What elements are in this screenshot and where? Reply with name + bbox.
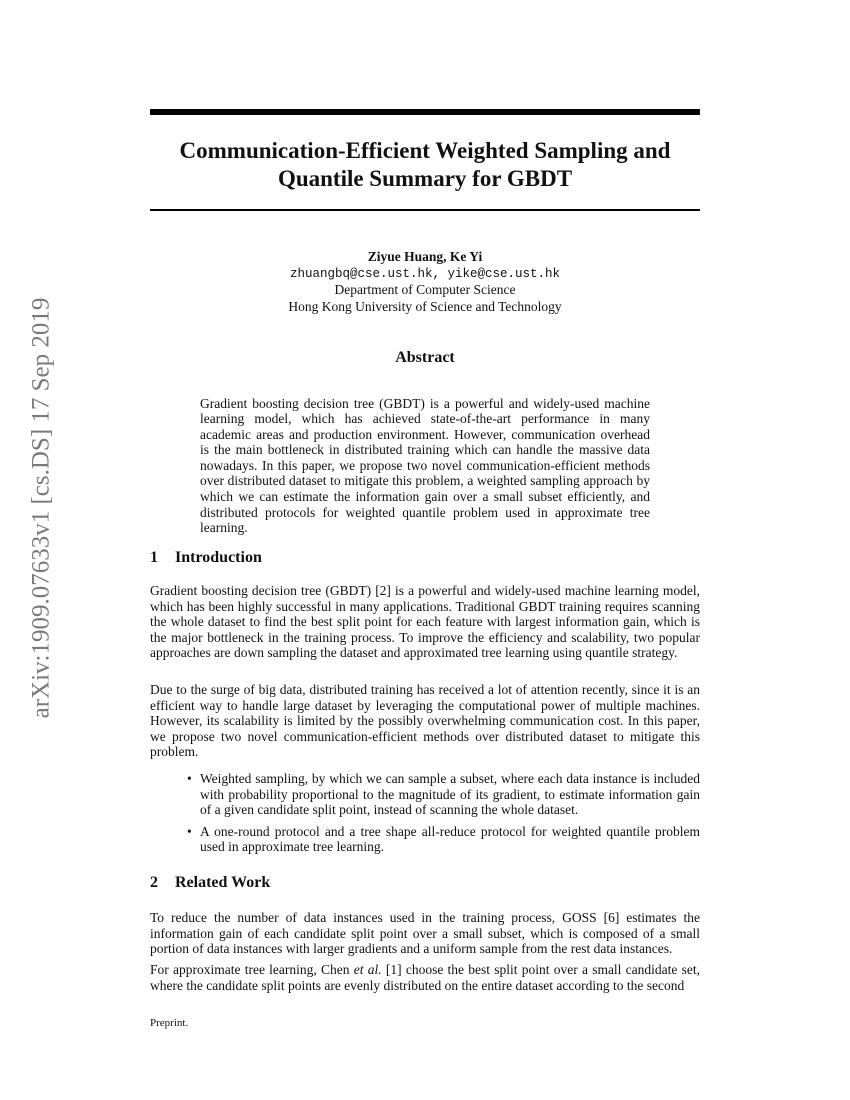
section-title: Introduction	[175, 549, 262, 566]
footer-note: Preprint.	[150, 1017, 189, 1029]
abstract-heading: Abstract	[395, 349, 455, 366]
paragraph: Gradient boosting decision tree (GBDT) [2] is a powerful and widely-used machine learning model, which has been highly successful in many applications. Traditional GBDT training requires scanning the whole dataset to find the best split point for each feature with largest information gain, which is the major bottleneck in the training process. To improve the efficiency and scalability, two popular approaches are down sampling the dataset and approximated tree learning using quantile strategy.	[150, 583, 700, 661]
bullet-list	[150, 771, 700, 861]
author-department: Department of Computer Science	[334, 282, 516, 297]
bottom-rule	[150, 209, 700, 211]
author-emails: zhuangbq@cse.ust.hk, yike@cse.ust.hk	[289, 266, 561, 281]
arxiv-stamp-text: arXiv:1909.07633v1 [cs.DS] 17 Sep 2019	[27, 297, 54, 719]
author-university: Hong Kong University of Science and Technology	[288, 298, 562, 314]
bullet-icon: •	[187, 823, 192, 839]
bullet-icon: •	[187, 771, 192, 786]
section-number: 1	[150, 549, 158, 566]
section-title: Related Work	[175, 874, 271, 891]
title-line-2: Quantile Summary for GBDT	[277, 166, 573, 191]
author-names: Ziyue Huang, Ke Yi	[367, 249, 483, 264]
section-heading-related-work	[150, 874, 270, 892]
section-heading-introduction	[150, 549, 262, 567]
abstract-text: Gradient boosting decision tree (GBDT) is a powerful and widely-used machine learning model, which has achieved state-of-the-art performance in many academic areas and production environment. However, communication overhead is the main bottleneck in distributed training which can handle the massive data nowadays. In this paper, we propose two novel communication-efficient methods over distributed dataset to mitigate this problem, a weighted sampling approach by which we can estimate the information gain over a small subset efficiently, and distributed protocols for weighted quantile problem used in approximate tree learning.	[200, 395, 650, 536]
paragraph: Due to the surge of big data, distributed training has received a lot of attention recently, since it is an efficient way to handle large dataset by leveraging the computational power of multiple machines. However, its scalability is limited by the possibly overwhelming communication cost. In this paper, we propose two novel communication-efficient methods over distributed dataset to mitigate this problem.	[150, 682, 700, 760]
title-line-1: Communication-Efficient Weighted Sampling and	[179, 138, 671, 163]
list-item-text: A one-round protocol and a tree shape all-reduce protocol for weighted quantile problem used in approximate tree learning.	[200, 823, 700, 855]
paper-title	[150, 137, 700, 193]
paragraph: To reduce the number of data instances used in the training process, GOSS [6] estimates the information gain of each candidate split point over a small subset, which is composed of a small portion of data instances with larger gradients and a uniform sample from the rest data instances.	[150, 910, 700, 957]
list-item	[150, 771, 700, 818]
list-item	[150, 824, 700, 855]
section-number: 2	[150, 874, 158, 891]
paragraph-text: [1] choose the best split point over a small candidate set, where the candidate split points are evenly distributed on the entire dataset according to the second	[150, 962, 701, 993]
top-rule	[150, 109, 700, 115]
author-block	[150, 249, 700, 315]
emphasis-text: et al.	[353, 962, 382, 977]
paragraph-text: For approximate tree learning, Chen	[150, 962, 354, 977]
paragraph	[150, 962, 700, 993]
list-item-text: Weighted sampling, by which we can sample a subset, where each data instance is included with probability proportional to the magnitude of its gradient, to estimate information gain of a given candidate split point, instead of scanning the whole dataset.	[200, 771, 700, 818]
arxiv-stamp	[27, 268, 55, 748]
